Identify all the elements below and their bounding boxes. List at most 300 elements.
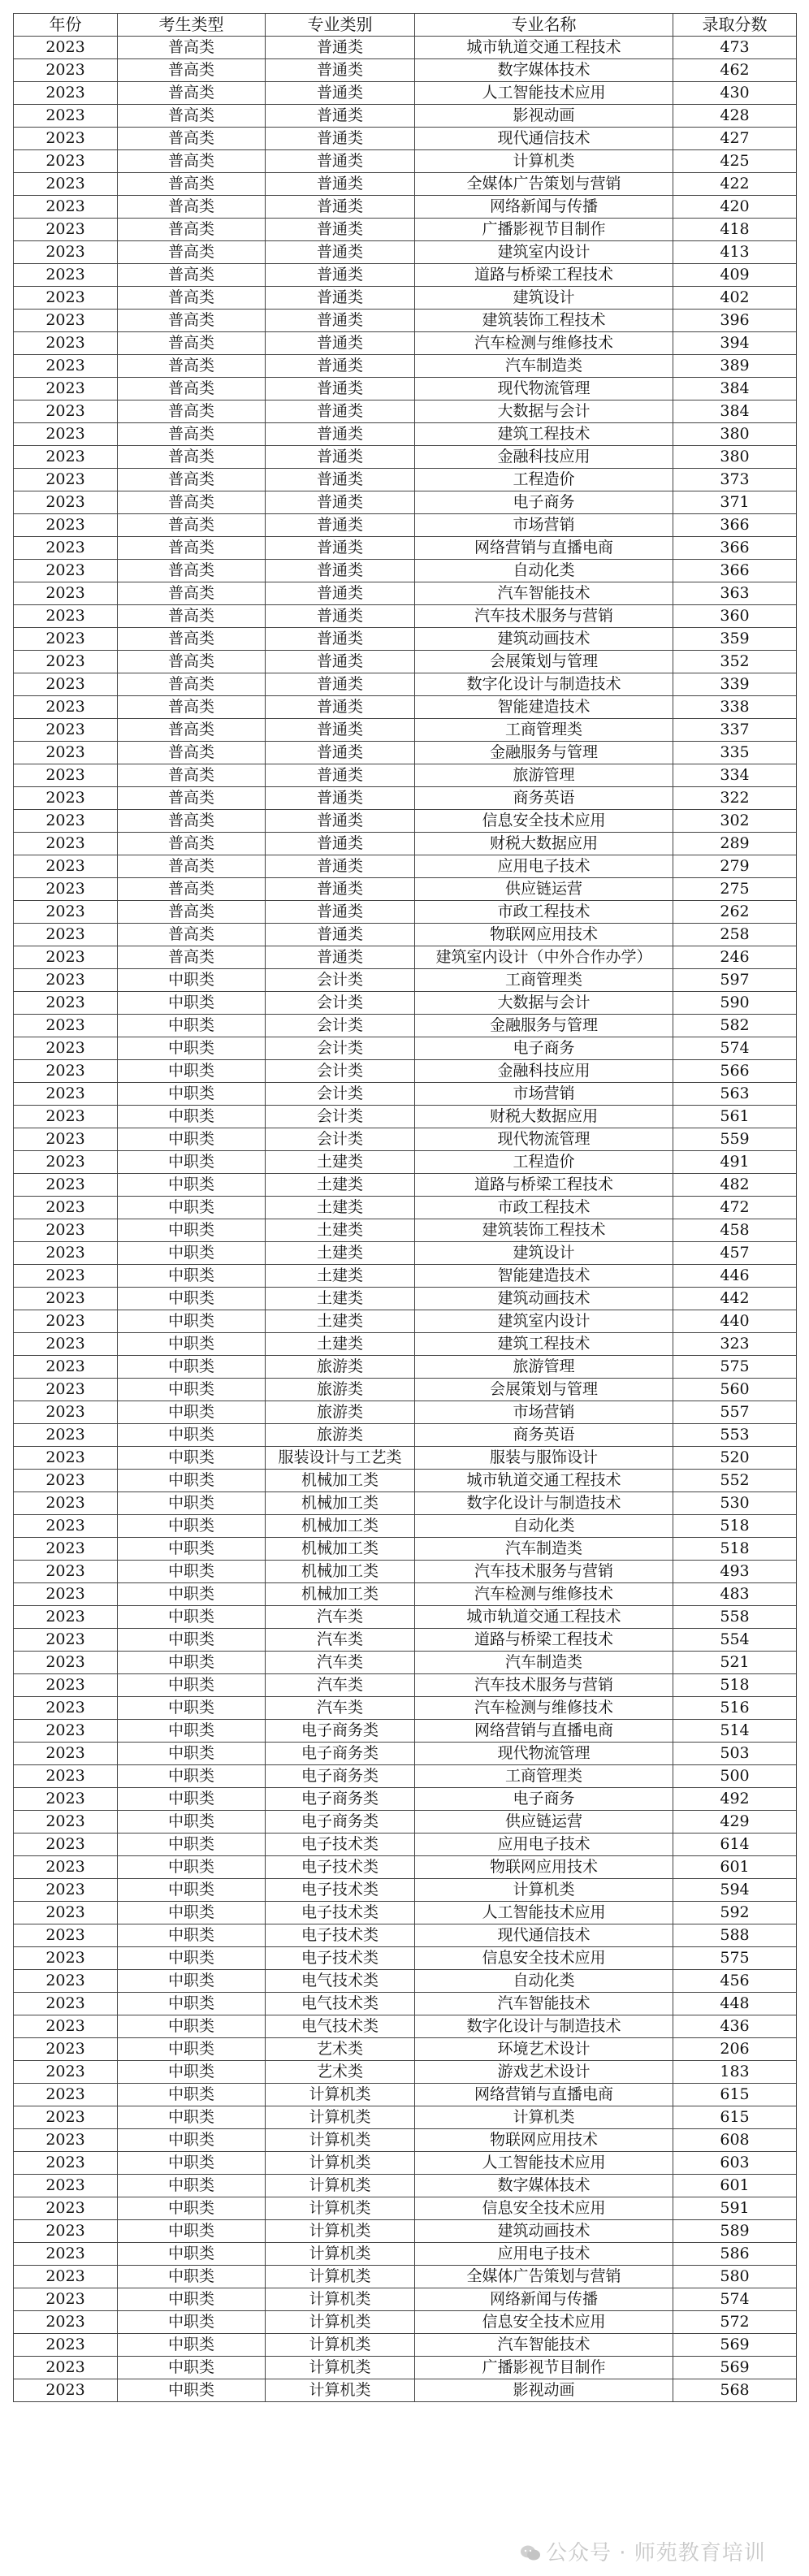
cell-admission-score: 615 xyxy=(673,2106,797,2129)
cell-major-category: 汽车类 xyxy=(266,1652,415,1674)
cell-major-category: 计算机类 xyxy=(266,2311,415,2334)
cell-candidate-type: 普高类 xyxy=(118,196,266,219)
cell-admission-score: 518 xyxy=(673,1538,797,1561)
cell-admission-score: 574 xyxy=(673,2288,797,2311)
table-row xyxy=(14,1219,797,1242)
table-row xyxy=(14,1265,797,1288)
cell-admission-score: 580 xyxy=(673,2266,797,2288)
cell-major-category: 机械加工类 xyxy=(266,1515,415,1538)
cell-year: 2023 xyxy=(14,1697,118,1720)
cell-candidate-type: 中职类 xyxy=(118,1197,266,1219)
cell-major-name: 建筑室内设计 xyxy=(415,241,673,264)
cell-major-name: 信息安全技术应用 xyxy=(415,2197,673,2220)
cell-candidate-type: 中职类 xyxy=(118,1720,266,1743)
table-row xyxy=(14,2106,797,2129)
cell-major-category: 普通类 xyxy=(266,128,415,150)
cell-major-category: 艺术类 xyxy=(266,2061,415,2084)
cell-year: 2023 xyxy=(14,1037,118,1060)
cell-major-category: 电子商务类 xyxy=(266,1811,415,1834)
cell-major-category: 普通类 xyxy=(266,787,415,810)
cell-admission-score: 473 xyxy=(673,37,797,59)
cell-year: 2023 xyxy=(14,582,118,605)
watermark-text: 公众号 · 师苑教育培训 xyxy=(546,2541,766,2565)
cell-admission-score: 246 xyxy=(673,946,797,969)
cell-candidate-type: 中职类 xyxy=(118,1879,266,1902)
cell-major-name: 汽车技术服务与营销 xyxy=(415,1561,673,1583)
cell-year: 2023 xyxy=(14,1356,118,1379)
cell-admission-score: 568 xyxy=(673,2379,797,2402)
cell-admission-score: 436 xyxy=(673,2015,797,2038)
cell-year: 2023 xyxy=(14,82,118,105)
cell-year: 2023 xyxy=(14,378,118,400)
cell-candidate-type: 普高类 xyxy=(118,855,266,878)
cell-major-name: 全媒体广告策划与营销 xyxy=(415,2266,673,2288)
cell-major-name: 建筑设计 xyxy=(415,1242,673,1265)
table-row xyxy=(14,310,797,332)
cell-major-name: 城市轨道交通工程技术 xyxy=(415,1470,673,1492)
cell-major-category: 普通类 xyxy=(266,37,415,59)
cell-major-name: 汽车检测与维修技术 xyxy=(415,1697,673,1720)
cell-year: 2023 xyxy=(14,355,118,378)
cell-admission-score: 430 xyxy=(673,82,797,105)
table-row xyxy=(14,1902,797,1924)
table-row xyxy=(14,446,797,469)
cell-major-name: 工程造价 xyxy=(415,1151,673,1174)
cell-major-category: 普通类 xyxy=(266,82,415,105)
cell-major-category: 普通类 xyxy=(266,764,415,787)
cell-major-name: 供应链运营 xyxy=(415,878,673,901)
cell-major-name: 工商管理类 xyxy=(415,1765,673,1788)
table-row xyxy=(14,332,797,355)
cell-year: 2023 xyxy=(14,673,118,696)
cell-candidate-type: 中职类 xyxy=(118,1811,266,1834)
cell-year: 2023 xyxy=(14,855,118,878)
table-row xyxy=(14,400,797,423)
cell-admission-score: 425 xyxy=(673,150,797,173)
cell-candidate-type: 中职类 xyxy=(118,2334,266,2357)
cell-major-category: 普通类 xyxy=(266,105,415,128)
cell-admission-score: 456 xyxy=(673,1970,797,1993)
cell-candidate-type: 中职类 xyxy=(118,2311,266,2334)
cell-major-name: 广播影视节目制作 xyxy=(415,219,673,241)
cell-major-category: 机械加工类 xyxy=(266,1583,415,1606)
table-row xyxy=(14,946,797,969)
cell-major-name: 应用电子技术 xyxy=(415,1834,673,1856)
cell-candidate-type: 中职类 xyxy=(118,969,266,992)
cell-major-name: 环境艺术设计 xyxy=(415,2038,673,2061)
table-row xyxy=(14,1174,797,1197)
cell-candidate-type: 普高类 xyxy=(118,310,266,332)
cell-year: 2023 xyxy=(14,1561,118,1583)
cell-candidate-type: 中职类 xyxy=(118,2379,266,2402)
cell-major-category: 机械加工类 xyxy=(266,1492,415,1515)
cell-year: 2023 xyxy=(14,150,118,173)
cell-major-name: 网络新闻与传播 xyxy=(415,2288,673,2311)
cell-major-category: 计算机类 xyxy=(266,2266,415,2288)
cell-admission-score: 380 xyxy=(673,446,797,469)
cell-major-category: 计算机类 xyxy=(266,2084,415,2106)
cell-admission-score: 352 xyxy=(673,651,797,673)
table-row xyxy=(14,1310,797,1333)
cell-major-name: 影视动画 xyxy=(415,2379,673,2402)
cell-admission-score: 597 xyxy=(673,969,797,992)
cell-candidate-type: 中职类 xyxy=(118,1356,266,1379)
table-row xyxy=(14,355,797,378)
cell-admission-score: 206 xyxy=(673,2038,797,2061)
cell-year: 2023 xyxy=(14,514,118,537)
cell-year: 2023 xyxy=(14,219,118,241)
table-row xyxy=(14,1743,797,1765)
cell-major-category: 计算机类 xyxy=(266,2220,415,2243)
cell-admission-score: 359 xyxy=(673,628,797,651)
cell-major-name: 工商管理类 xyxy=(415,719,673,742)
cell-admission-score: 594 xyxy=(673,1879,797,1902)
cell-major-name: 建筑动画技术 xyxy=(415,2220,673,2243)
cell-year: 2023 xyxy=(14,1743,118,1765)
cell-admission-score: 258 xyxy=(673,924,797,946)
table-row xyxy=(14,1492,797,1515)
cell-major-category: 普通类 xyxy=(266,924,415,946)
cell-candidate-type: 普高类 xyxy=(118,264,266,287)
cell-year: 2023 xyxy=(14,332,118,355)
cell-major-name: 建筑室内设计（中外合作办学） xyxy=(415,946,673,969)
cell-major-name: 智能建造技术 xyxy=(415,696,673,719)
cell-major-name: 数字媒体技术 xyxy=(415,2175,673,2197)
cell-year: 2023 xyxy=(14,105,118,128)
cell-candidate-type: 中职类 xyxy=(118,1219,266,1242)
cell-year: 2023 xyxy=(14,59,118,82)
cell-admission-score: 409 xyxy=(673,264,797,287)
cell-year: 2023 xyxy=(14,2061,118,2084)
cell-admission-score: 520 xyxy=(673,1447,797,1470)
cell-candidate-type: 普高类 xyxy=(118,946,266,969)
cell-major-name: 商务英语 xyxy=(415,1424,673,1447)
cell-admission-score: 366 xyxy=(673,514,797,537)
cell-candidate-type: 中职类 xyxy=(118,1583,266,1606)
cell-major-category: 土建类 xyxy=(266,1197,415,1219)
cell-year: 2023 xyxy=(14,1265,118,1288)
table-row xyxy=(14,219,797,241)
cell-major-category: 普通类 xyxy=(266,241,415,264)
cell-major-category: 普通类 xyxy=(266,196,415,219)
cell-admission-score: 289 xyxy=(673,833,797,855)
cell-year: 2023 xyxy=(14,2106,118,2129)
cell-major-category: 机械加工类 xyxy=(266,1470,415,1492)
cell-major-name: 汽车制造类 xyxy=(415,1538,673,1561)
cell-major-name: 全媒体广告策划与营销 xyxy=(415,173,673,196)
cell-major-name: 网络营销与直播电商 xyxy=(415,537,673,560)
cell-admission-score: 462 xyxy=(673,59,797,82)
cell-candidate-type: 中职类 xyxy=(118,2061,266,2084)
cell-year: 2023 xyxy=(14,2015,118,2038)
cell-year: 2023 xyxy=(14,1993,118,2015)
table-row xyxy=(14,378,797,400)
cell-admission-score: 518 xyxy=(673,1674,797,1697)
cell-year: 2023 xyxy=(14,1174,118,1197)
cell-major-category: 普通类 xyxy=(266,673,415,696)
admission-scores-table xyxy=(13,13,797,2402)
cell-year: 2023 xyxy=(14,1788,118,1811)
cell-admission-score: 483 xyxy=(673,1583,797,1606)
cell-admission-score: 572 xyxy=(673,2311,797,2334)
cell-admission-score: 601 xyxy=(673,1856,797,1879)
cell-year: 2023 xyxy=(14,2175,118,2197)
cell-major-category: 普通类 xyxy=(266,560,415,582)
cell-admission-score: 589 xyxy=(673,2220,797,2243)
cell-candidate-type: 普高类 xyxy=(118,651,266,673)
cell-candidate-type: 中职类 xyxy=(118,1902,266,1924)
cell-admission-score: 575 xyxy=(673,1356,797,1379)
cell-admission-score: 554 xyxy=(673,1629,797,1652)
cell-year: 2023 xyxy=(14,537,118,560)
cell-admission-score: 302 xyxy=(673,810,797,833)
table-row xyxy=(14,1083,797,1106)
cell-admission-score: 561 xyxy=(673,1106,797,1128)
cell-candidate-type: 中职类 xyxy=(118,1856,266,1879)
cell-major-category: 艺术类 xyxy=(266,2038,415,2061)
table-row xyxy=(14,1583,797,1606)
cell-major-name: 建筑动画技术 xyxy=(415,1288,673,1310)
cell-admission-score: 574 xyxy=(673,1037,797,1060)
cell-admission-score: 360 xyxy=(673,605,797,628)
table-row xyxy=(14,1811,797,1834)
cell-major-category: 普通类 xyxy=(266,878,415,901)
cell-admission-score: 275 xyxy=(673,878,797,901)
cell-major-category: 普通类 xyxy=(266,59,415,82)
cell-major-name: 信息安全技术应用 xyxy=(415,1947,673,1970)
header-row xyxy=(14,14,797,37)
cell-major-category: 普通类 xyxy=(266,537,415,560)
cell-year: 2023 xyxy=(14,2243,118,2266)
cell-major-name: 现代物流管理 xyxy=(415,1743,673,1765)
cell-major-category: 普通类 xyxy=(266,696,415,719)
cell-admission-score: 323 xyxy=(673,1333,797,1356)
table-row xyxy=(14,992,797,1015)
cell-year: 2023 xyxy=(14,2084,118,2106)
cell-candidate-type: 普高类 xyxy=(118,924,266,946)
cell-year: 2023 xyxy=(14,1765,118,1788)
cell-major-name: 网络营销与直播电商 xyxy=(415,2084,673,2106)
cell-admission-score: 418 xyxy=(673,219,797,241)
cell-admission-score: 563 xyxy=(673,1083,797,1106)
cell-year: 2023 xyxy=(14,1015,118,1037)
table-row xyxy=(14,1242,797,1265)
table-row xyxy=(14,742,797,764)
cell-admission-score: 514 xyxy=(673,1720,797,1743)
table-body xyxy=(14,37,797,2402)
cell-major-name: 数字化设计与制造技术 xyxy=(415,2015,673,2038)
cell-major-name: 市场营销 xyxy=(415,514,673,537)
table-row xyxy=(14,1356,797,1379)
cell-candidate-type: 普高类 xyxy=(118,673,266,696)
cell-admission-score: 420 xyxy=(673,196,797,219)
cell-admission-score: 569 xyxy=(673,2357,797,2379)
cell-major-category: 普通类 xyxy=(266,173,415,196)
cell-candidate-type: 中职类 xyxy=(118,1492,266,1515)
cell-major-name: 信息安全技术应用 xyxy=(415,2311,673,2334)
cell-admission-score: 603 xyxy=(673,2152,797,2175)
cell-year: 2023 xyxy=(14,1720,118,1743)
table-row xyxy=(14,150,797,173)
cell-candidate-type: 中职类 xyxy=(118,1083,266,1106)
cell-candidate-type: 普高类 xyxy=(118,37,266,59)
cell-major-category: 普通类 xyxy=(266,332,415,355)
cell-year: 2023 xyxy=(14,1470,118,1492)
cell-admission-score: 428 xyxy=(673,105,797,128)
table-row xyxy=(14,1856,797,1879)
cell-major-category: 土建类 xyxy=(266,1151,415,1174)
cell-year: 2023 xyxy=(14,469,118,491)
cell-year: 2023 xyxy=(14,2266,118,2288)
cell-candidate-type: 中职类 xyxy=(118,1470,266,1492)
cell-year: 2023 xyxy=(14,241,118,264)
wechat-icon xyxy=(520,2544,541,2562)
table-row xyxy=(14,196,797,219)
table-row xyxy=(14,1879,797,1902)
cell-year: 2023 xyxy=(14,173,118,196)
table-row xyxy=(14,901,797,924)
cell-admission-score: 337 xyxy=(673,719,797,742)
cell-admission-score: 591 xyxy=(673,2197,797,2220)
table-row xyxy=(14,1106,797,1128)
cell-admission-score: 558 xyxy=(673,1606,797,1629)
cell-year: 2023 xyxy=(14,1083,118,1106)
cell-major-name: 会展策划与管理 xyxy=(415,651,673,673)
cell-year: 2023 xyxy=(14,878,118,901)
cell-candidate-type: 中职类 xyxy=(118,1401,266,1424)
cell-major-category: 计算机类 xyxy=(266,2288,415,2311)
table-row xyxy=(14,1561,797,1583)
cell-admission-score: 366 xyxy=(673,537,797,560)
cell-candidate-type: 普高类 xyxy=(118,764,266,787)
cell-candidate-type: 中职类 xyxy=(118,1037,266,1060)
cell-admission-score: 503 xyxy=(673,1743,797,1765)
cell-candidate-type: 中职类 xyxy=(118,1424,266,1447)
cell-major-category: 普通类 xyxy=(266,287,415,310)
cell-major-category: 普通类 xyxy=(266,582,415,605)
cell-admission-score: 482 xyxy=(673,1174,797,1197)
cell-candidate-type: 普高类 xyxy=(118,287,266,310)
header-major-name: 专业名称 xyxy=(415,14,673,37)
cell-major-name: 旅游管理 xyxy=(415,764,673,787)
cell-year: 2023 xyxy=(14,924,118,946)
table-row xyxy=(14,1515,797,1538)
table-row xyxy=(14,1015,797,1037)
cell-major-name: 广播影视节目制作 xyxy=(415,2357,673,2379)
cell-candidate-type: 中职类 xyxy=(118,1606,266,1629)
table-row xyxy=(14,491,797,514)
cell-admission-score: 601 xyxy=(673,2175,797,2197)
cell-admission-score: 566 xyxy=(673,1060,797,1083)
cell-admission-score: 521 xyxy=(673,1652,797,1674)
table-row xyxy=(14,105,797,128)
cell-major-name: 汽车检测与维修技术 xyxy=(415,332,673,355)
cell-admission-score: 530 xyxy=(673,1492,797,1515)
cell-year: 2023 xyxy=(14,423,118,446)
cell-year: 2023 xyxy=(14,2288,118,2311)
table-row xyxy=(14,560,797,582)
cell-year: 2023 xyxy=(14,2129,118,2152)
cell-year: 2023 xyxy=(14,1924,118,1947)
cell-admission-score: 338 xyxy=(673,696,797,719)
cell-major-name: 汽车智能技术 xyxy=(415,582,673,605)
cell-admission-score: 413 xyxy=(673,241,797,264)
cell-year: 2023 xyxy=(14,1492,118,1515)
cell-major-name: 金融科技应用 xyxy=(415,446,673,469)
table-row xyxy=(14,128,797,150)
cell-major-name: 城市轨道交通工程技术 xyxy=(415,1606,673,1629)
cell-admission-score: 552 xyxy=(673,1470,797,1492)
table-row xyxy=(14,764,797,787)
cell-major-category: 旅游类 xyxy=(266,1379,415,1401)
cell-major-name: 汽车制造类 xyxy=(415,1652,673,1674)
cell-major-category: 普通类 xyxy=(266,742,415,764)
cell-year: 2023 xyxy=(14,196,118,219)
cell-major-name: 物联网应用技术 xyxy=(415,1856,673,1879)
cell-candidate-type: 普高类 xyxy=(118,332,266,355)
table-row xyxy=(14,1333,797,1356)
cell-candidate-type: 中职类 xyxy=(118,1561,266,1583)
cell-candidate-type: 中职类 xyxy=(118,1765,266,1788)
cell-candidate-type: 中职类 xyxy=(118,1788,266,1811)
table-row xyxy=(14,2379,797,2402)
cell-major-name: 建筑工程技术 xyxy=(415,423,673,446)
cell-admission-score: 394 xyxy=(673,332,797,355)
watermark xyxy=(520,2536,766,2566)
cell-major-category: 汽车类 xyxy=(266,1606,415,1629)
cell-major-category: 电子商务类 xyxy=(266,1765,415,1788)
cell-admission-score: 553 xyxy=(673,1424,797,1447)
cell-major-name: 电子商务 xyxy=(415,1788,673,1811)
cell-major-category: 电子商务类 xyxy=(266,1720,415,1743)
cell-major-name: 建筑装饰工程技术 xyxy=(415,310,673,332)
cell-major-category: 旅游类 xyxy=(266,1356,415,1379)
cell-admission-score: 569 xyxy=(673,2334,797,2357)
table-row xyxy=(14,833,797,855)
table-row xyxy=(14,1606,797,1629)
cell-candidate-type: 普高类 xyxy=(118,105,266,128)
cell-year: 2023 xyxy=(14,2197,118,2220)
cell-year: 2023 xyxy=(14,1652,118,1674)
cell-admission-score: 335 xyxy=(673,742,797,764)
table-row xyxy=(14,1037,797,1060)
cell-admission-score: 492 xyxy=(673,1788,797,1811)
cell-admission-score: 427 xyxy=(673,128,797,150)
cell-major-name: 智能建造技术 xyxy=(415,1265,673,1288)
cell-major-category: 汽车类 xyxy=(266,1697,415,1720)
cell-year: 2023 xyxy=(14,1288,118,1310)
cell-year: 2023 xyxy=(14,1424,118,1447)
cell-admission-score: 518 xyxy=(673,1515,797,1538)
table-row xyxy=(14,1538,797,1561)
cell-major-category: 普通类 xyxy=(266,491,415,514)
cell-major-category: 汽车类 xyxy=(266,1674,415,1697)
table-row xyxy=(14,1834,797,1856)
cell-year: 2023 xyxy=(14,1128,118,1151)
table-row xyxy=(14,2243,797,2266)
cell-major-name: 自动化类 xyxy=(415,560,673,582)
cell-major-name: 网络新闻与传播 xyxy=(415,196,673,219)
cell-major-category: 计算机类 xyxy=(266,2243,415,2266)
cell-major-category: 普通类 xyxy=(266,901,415,924)
cell-major-category: 会计类 xyxy=(266,1083,415,1106)
table-row xyxy=(14,969,797,992)
table-row xyxy=(14,924,797,946)
cell-major-name: 汽车智能技术 xyxy=(415,1993,673,2015)
table-row xyxy=(14,1197,797,1219)
cell-candidate-type: 中职类 xyxy=(118,2266,266,2288)
cell-admission-score: 592 xyxy=(673,1902,797,1924)
